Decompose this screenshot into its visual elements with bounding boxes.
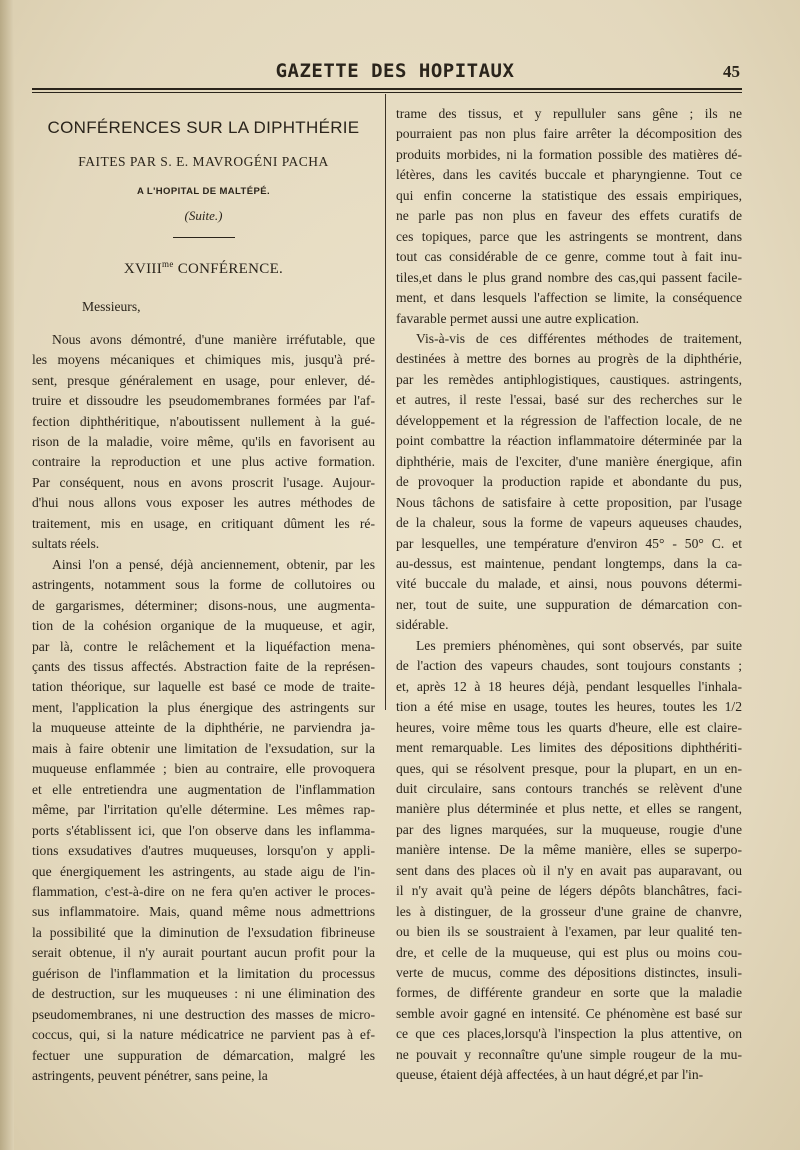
conference-number: XVIII — [123, 260, 163, 277]
text-line: même, par l'irritation qu'elle détermine. Les mêmes rap- — [32, 802, 375, 818]
text-line: favarable permet aussi une autre explication. — [396, 310, 640, 326]
paragraph — [32, 330, 375, 555]
text-line: ner, tout de suite, une suppuration de démarcation con- — [396, 596, 742, 612]
text-line: létères, dans les cavités buccale et pharyngienne. Tout ce — [396, 167, 742, 183]
left-column — [32, 104, 375, 1086]
text-line: point combattre la réaction inflammatoire déterminée par la — [396, 433, 742, 449]
text-line: au-dessus, est maintenue, pendant longtemps, dans la ca- — [396, 555, 742, 571]
text-line: astringents, notamment sous la forme de collutoires ou — [32, 577, 375, 593]
running-title: GAZETTE DES HOPITAUX — [275, 60, 515, 82]
text-line: Nous tâchons de satisfaire à cette proposition, par l'usage — [396, 494, 742, 510]
text-line: qui enfin concerne la statistique des essais empiriques, — [396, 187, 742, 203]
header-rule-thin — [32, 92, 742, 93]
text-line: destinées à mettre des bornes au progrès de la diphthérie, — [396, 351, 742, 367]
text-line: serait obtenue, il n'y aurait pourtant aucun profit pour la — [32, 945, 375, 961]
text-line: ce que ces places,lorsqu'à l'inspection la plus attentive, on — [396, 1026, 742, 1042]
text-line: tout cas considérable de ce genre, comme tout à fait inu- — [396, 249, 742, 265]
text-line: la possibilité que la diminution de l'exsudation fibrineuse — [32, 924, 375, 940]
text-line: et autres, il reste l'essai, basé sur des recherches sur le — [396, 392, 742, 408]
page-edge-shadow — [0, 0, 14, 1150]
text-line: contraire la reproduction et une plus active formation. — [32, 454, 375, 470]
text-line: développement et la régression de l'affection locale, de ne — [396, 412, 742, 428]
conference-heading — [32, 254, 375, 279]
conference-sup: me — [162, 258, 174, 269]
text-line: ports s'établissent ici, que l'on observe dans les inflamma- — [32, 822, 375, 838]
text-line: manière plus déterminée et plus nette, et elles se rangent, — [396, 801, 742, 817]
section-rule — [173, 237, 235, 238]
text-line: dre, et celle de la muqueuse, qui est plus ou moins cou- — [396, 944, 742, 960]
text-line: les moyens mécaniques et chimiques mis, jusqu'à pré- — [32, 352, 375, 368]
text-line: ment remarquable. Les limites des dépositions diphthériti- — [396, 740, 742, 756]
text-line: sent, presque généralement en usage, pour enlever, dé- — [32, 372, 375, 388]
text-line: d'hui nous allons vous exposer les autres méthodes de — [32, 495, 375, 511]
text-line: diphthérie, mais de l'exciter, d'une manière énergique, afin — [396, 453, 742, 469]
text-line: Vis-à-vis de ces différentes méthodes de traitement, — [416, 330, 742, 346]
text-line: Par conséquent, nous en avons proscrit l'usage. Aujour- — [32, 474, 375, 490]
text-line: Ainsi l'on a pensé, déjà anciennement, obtenir, par les — [52, 556, 375, 572]
text-line: ment, l'application la plus énergique des astringents sur — [32, 699, 375, 715]
article-place: A L'HOPITAL DE MALTÉPÉ. — [136, 185, 271, 197]
right-column — [396, 104, 742, 1086]
conference-word: CONFÉRENCE. — [177, 260, 284, 277]
text-line: il n'y avait qu'à peine de légers dépôts blanchâtres, faci- — [396, 883, 742, 899]
text-line: trame des tissus, et y repulluler sans gêne ; ils ne — [396, 106, 742, 121]
paragraph — [396, 329, 742, 636]
text-line: rison de la maladie, voire même, qu'ils en favorisent au — [32, 433, 375, 449]
text-line: sultats réels. — [32, 536, 100, 552]
text-line: les à distinguer, de la grosseur d'une graine de chanvre, — [396, 903, 742, 919]
article-suite: (Suite.) — [184, 208, 223, 224]
text-line: par lesquelles, une température d'environ 45° - 50° C. et — [396, 535, 742, 551]
text-line: çants des tissus affectés. Abstraction faite de la représen- — [32, 658, 375, 674]
text-line: heures, voire même tous les quarts d'heure, elle est claire- — [396, 719, 742, 735]
text-line: de provoquer la production rapide et abondante du pus, — [396, 474, 742, 490]
text-line: Nous avons démontré, d'une manière irréfutable, que — [52, 331, 375, 347]
text-line: verte de mucus, comme des dépositions distinctes, insuli- — [396, 965, 742, 981]
page-number: 45 — [723, 62, 740, 81]
text-line: par là, contre le relâchement et la liquéfaction mena- — [32, 638, 375, 654]
text-line: de la chaleur, sous la forme de vapeurs aqueuses chaudes, — [396, 515, 742, 531]
paragraph — [396, 636, 742, 1086]
text-line: muqueuse enflammée ; bien au contraire, elle provoquera — [32, 761, 375, 777]
text-line: mais à faire obtenir une limitation de l'exsudation, sur la — [32, 740, 375, 756]
text-line: pourraient pas non plus faire arrêter la décomposition des — [396, 126, 742, 142]
text-line: de gargarismes, déterminer; disons-nous, une augmenta- — [32, 597, 375, 613]
text-line: semble avoir gagné en intensité. Ce phénomène est basé sur — [396, 1005, 742, 1021]
article-title: CONFÉRENCES SUR LA DIPHTHÉRIE — [47, 118, 360, 137]
text-line: truire et dissoudre les pseudomembranes formées par l'af- — [32, 393, 375, 409]
text-line: ces topiques, parce que les astringents se montrent, dans — [396, 228, 742, 244]
text-line: ment, et dans lesquels l'affection se limite, la conséquence — [396, 290, 742, 306]
text-line: de destruction, sur les muqueuses : ni une élimination des — [32, 986, 375, 1002]
text-line: et, après 12 à 18 heures déjà, pendant lesquelles l'inhala- — [396, 678, 742, 694]
text-line: la muqueuse atteinte de la diphthérie, ne parviendra ja- — [32, 720, 375, 736]
text-line: produits morbides, ni la formation possible des matières dé- — [396, 146, 742, 162]
text-line: tion a été mise en usage, toutes les heures, toutes les 1/2 — [396, 699, 742, 715]
paragraph — [32, 555, 375, 1087]
text-line: duit circulaire, sans contours tranchés se relèvent d'une — [396, 780, 742, 796]
text-line: ne pouvait y reconnaître qu'une simple rougeur de la mu- — [396, 1046, 742, 1062]
text-line: astringents, peuvent pénétrer, sans peine, la — [32, 1068, 268, 1084]
text-line: ou bien ils se soustraient à l'examen, par leur qualité ten- — [396, 924, 742, 940]
text-line: de l'action des vapeurs chaudes, sont toujours constants ; — [396, 658, 742, 674]
column-divider — [385, 94, 386, 710]
text-line: par les remèdes antiphlogistiques, caustiques. astringents, — [396, 371, 742, 387]
header-rule — [32, 88, 742, 90]
article-byline: FAITES PAR S. E. MAVROGÉNI PACHA — [78, 154, 329, 170]
text-line: ques, qui se résolvent presque, pour la plupart, en un en- — [396, 760, 742, 776]
text-line: queuse, étaient déjà affectées, à un haut dégré,et par l'in- — [396, 1067, 704, 1083]
text-line: tions exsudatives d'autres muqueuses, lorsqu'on y appli- — [32, 843, 375, 859]
text-line: vité buccale du malade, et ainsi, nous pouvons détermi- — [396, 576, 742, 592]
text-line: tion de la cohésion organique de la muqueuse, et agir, — [32, 618, 375, 634]
text-line: pseudomembranes, ni une destruction des masses de micro- — [32, 1006, 375, 1022]
text-line: tation théorique, sur laquelle est basé ce mode de traite- — [32, 679, 375, 695]
text-line: traitement, mis en usage, en critiquant dûment les ré- — [32, 515, 375, 531]
text-line: par des lignes marquées, sur la muqueuse, rougie d'une — [396, 821, 742, 837]
text-line: tiles,et dans le plus grand nombre des cas,qui passent facile- — [396, 269, 742, 285]
text-line: coccus, qui, si la nature médicatrice ne parvient pas à ef- — [32, 1027, 375, 1043]
text-line: et elle entretiendra une augmentation de l'inflammation — [32, 781, 375, 797]
text-line: manière intense. De la même manière, elles se superpo- — [396, 842, 742, 858]
text-line: que énergiquement les astringents, au stade aigu de l'in- — [32, 863, 375, 879]
text-line: formes, de différente grandeur en sorte que la maladie — [396, 985, 742, 1001]
text-line: fection diphthéritique, n'aboutissent nullement à la gué- — [32, 413, 375, 429]
text-line: sus inflammatoire. Mais, quand même nous admettrions — [32, 904, 375, 920]
text-line: fectuer une suppuration de démarcation, malgré les — [32, 1047, 375, 1063]
text-line: guérison de l'inflammation et la limitation du processus — [32, 965, 375, 981]
text-line: sidérable. — [396, 617, 449, 633]
text-line: Les premiers phénomènes, qui sont observés, par suite — [416, 637, 742, 653]
text-line: sent dans des places où il n'y en avait pas auparavant, ou — [396, 862, 742, 878]
salutation: Messieurs, — [82, 299, 141, 315]
text-line: flammation, c'est-à-dire on ne fera qu'en activer le proces- — [32, 883, 375, 899]
text-line: ne parle pas non plus en faveur des effets curatifs de — [396, 208, 742, 224]
paragraph — [396, 104, 742, 329]
